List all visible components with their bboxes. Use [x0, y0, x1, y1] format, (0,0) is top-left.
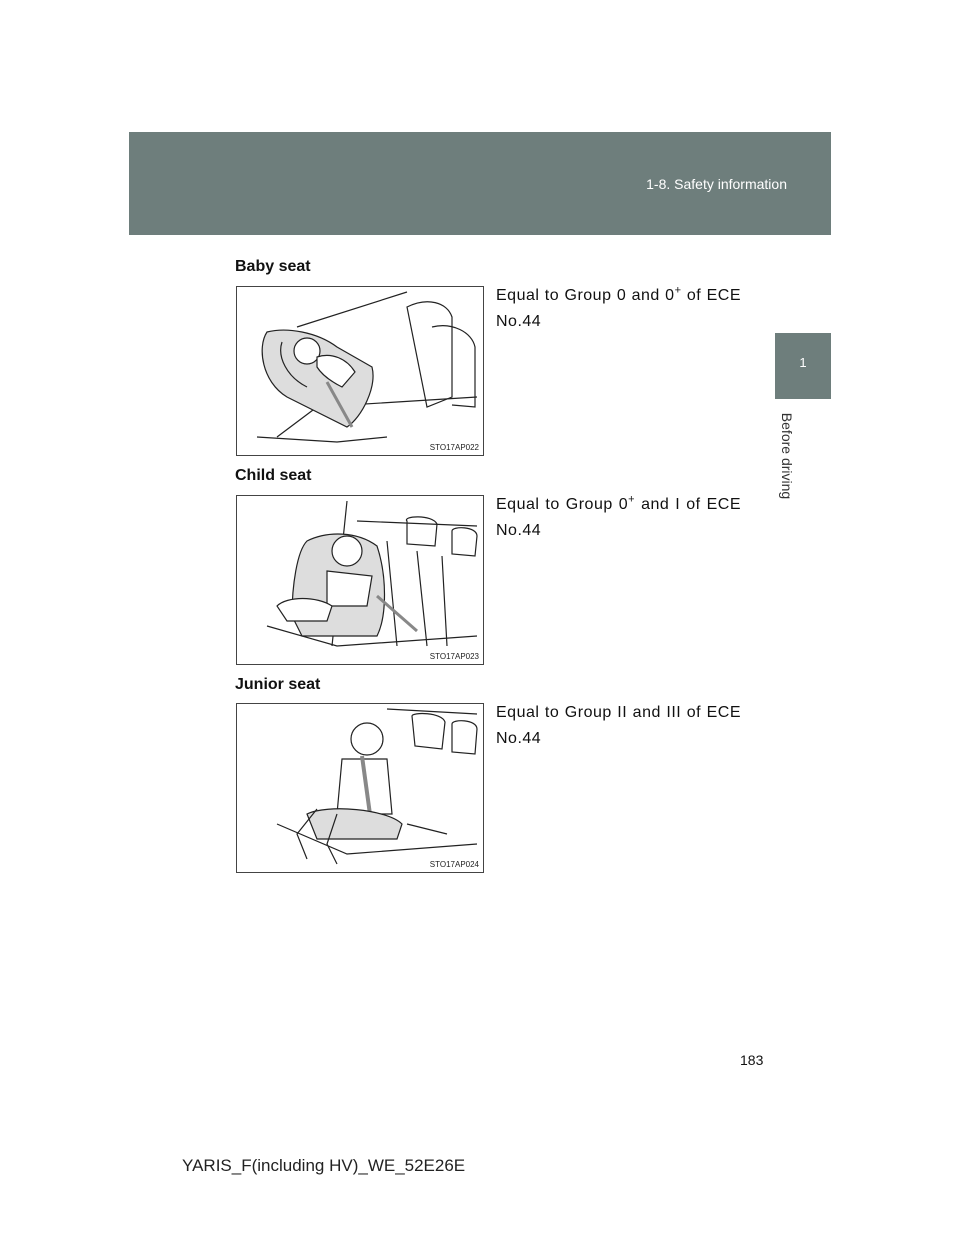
- footer-document-code: YARIS_F(including HV)_WE_52E26E: [182, 1156, 466, 1175]
- child-seat-illustration: [236, 495, 484, 665]
- child-seat-desc-rest: and I of ECE No.44: [496, 496, 741, 539]
- baby-seat-illustration: [236, 286, 484, 456]
- baby-seat-desc-main: Equal to Group 0 and 0: [496, 287, 675, 304]
- figure-code: STO17AP022: [429, 443, 479, 452]
- section-header-title: 1-8. Safety information: [646, 176, 787, 192]
- child-seat-desc-main: Equal to Group 0: [496, 496, 629, 513]
- chapter-label: [772, 406, 802, 506]
- junior-seat-desc-main: Equal to Group II and III of ECE No.44: [496, 704, 741, 747]
- header-bar: [129, 132, 831, 235]
- baby-seat-title: Baby seat: [235, 258, 311, 275]
- chapter-number: 1: [799, 355, 807, 370]
- figure-code: STO17AP023: [429, 652, 479, 661]
- child-seat-title: Child seat: [235, 467, 312, 484]
- junior-seat-title: Junior seat: [235, 676, 321, 693]
- baby-seat-desc-sup: +: [674, 284, 682, 297]
- baby-seat-description: [496, 283, 741, 335]
- junior-seat-illustration: [236, 703, 484, 873]
- junior-seat-description: [496, 700, 741, 752]
- chapter-tab: [775, 333, 831, 399]
- chapter-label-text: Before driving: [779, 412, 795, 500]
- page-number: 183: [740, 1052, 764, 1068]
- baby-seat-desc-rest: of ECE No.44: [496, 287, 741, 330]
- child-seat-description: [496, 492, 741, 544]
- child-seat-desc-sup: +: [628, 493, 636, 506]
- figure-code: STO17AP024: [429, 860, 479, 869]
